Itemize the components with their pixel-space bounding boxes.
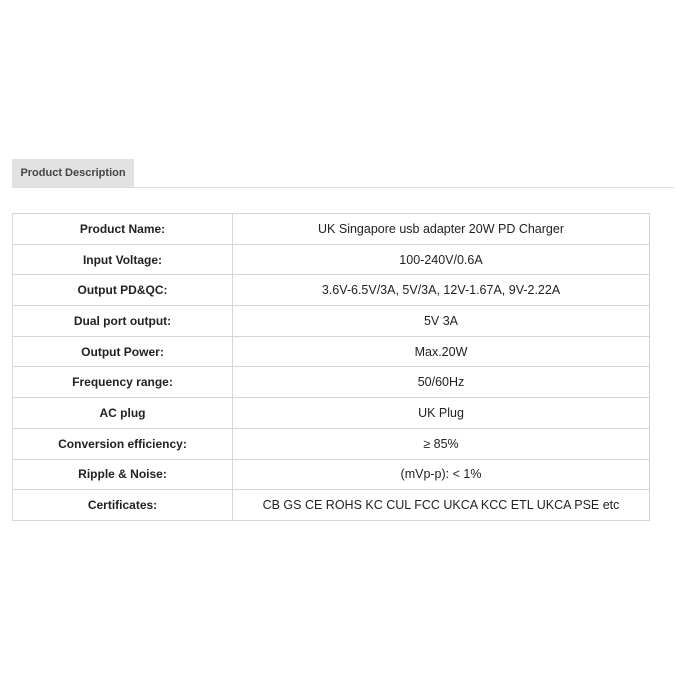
table-row xyxy=(13,459,650,490)
spec-label-frequency-range: Frequency range: xyxy=(13,367,233,398)
spec-value-input-voltage: 100-240V/0.6A xyxy=(233,244,650,275)
spec-value-output-power: Max.20W xyxy=(233,336,650,367)
spec-label-conversion-efficiency: Conversion efficiency: xyxy=(13,428,233,459)
spec-label-certificates: Certificates: xyxy=(13,490,233,521)
spec-label-output-pd-qc: Output PD&QC: xyxy=(13,275,233,306)
table-row xyxy=(13,336,650,367)
spec-table xyxy=(12,213,650,521)
tab-bar xyxy=(12,159,674,188)
spec-label-output-power: Output Power: xyxy=(13,336,233,367)
spec-value-conversion-efficiency: ≥ 85% xyxy=(233,428,650,459)
spec-value-ripple-noise: (mVp-p): < 1% xyxy=(233,459,650,490)
table-row xyxy=(13,306,650,337)
table-row xyxy=(13,428,650,459)
tab-product-description[interactable]: Product Description xyxy=(12,159,134,187)
table-row xyxy=(13,244,650,275)
spec-value-ac-plug: UK Plug xyxy=(233,398,650,429)
spec-value-certificates: CB GS CE ROHS KC CUL FCC UKCA KCC ETL UKCA PSE etc xyxy=(233,490,650,521)
spec-value-frequency-range: 50/60Hz xyxy=(233,367,650,398)
table-row xyxy=(13,367,650,398)
table-row xyxy=(13,398,650,429)
spec-label-product-name: Product Name: xyxy=(13,214,233,245)
spec-label-dual-port-output: Dual port output: xyxy=(13,306,233,337)
spec-label-ripple-noise: Ripple & Noise: xyxy=(13,459,233,490)
table-row xyxy=(13,275,650,306)
spec-value-product-name: UK Singapore usb adapter 20W PD Charger xyxy=(233,214,650,245)
spec-label-input-voltage: Input Voltage: xyxy=(13,244,233,275)
spec-label-ac-plug: AC plug xyxy=(13,398,233,429)
spec-value-output-pd-qc: 3.6V-6.5V/3A, 5V/3A, 12V-1.67A, 9V-2.22A xyxy=(233,275,650,306)
table-row xyxy=(13,490,650,521)
spec-value-dual-port-output: 5V 3A xyxy=(233,306,650,337)
table-row xyxy=(13,214,650,245)
